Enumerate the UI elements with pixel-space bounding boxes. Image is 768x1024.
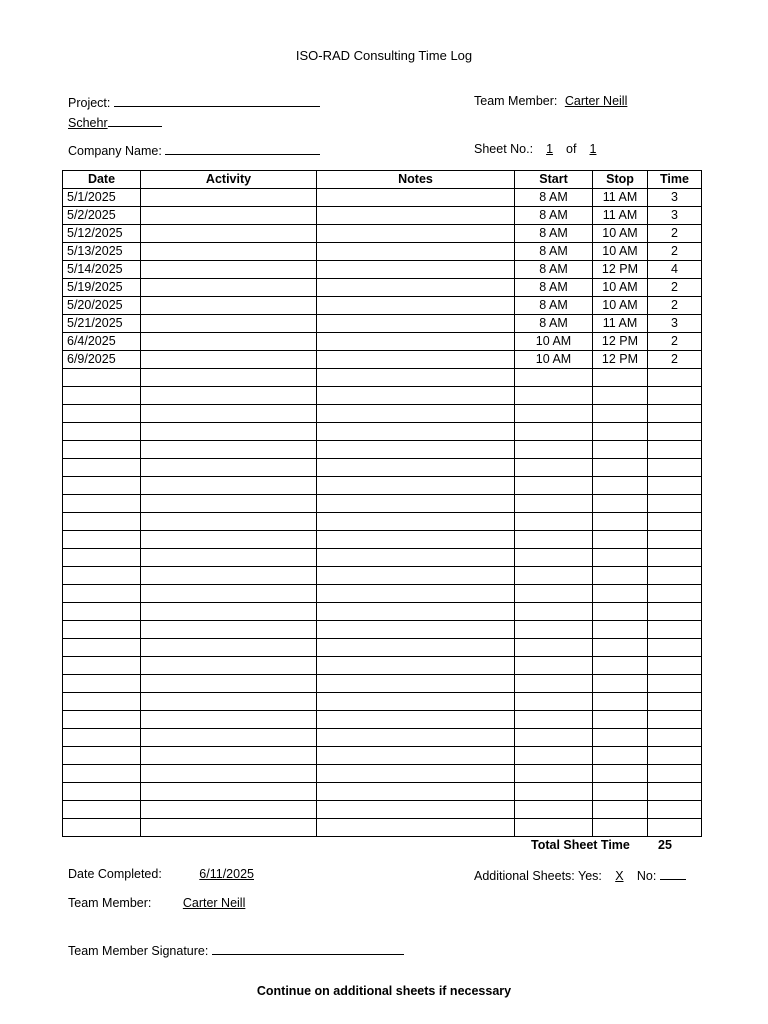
cell-notes [317, 225, 515, 243]
empty-cell-time [648, 747, 702, 765]
empty-cell-date [63, 423, 141, 441]
empty-cell-stop [593, 747, 648, 765]
empty-cell-notes [317, 801, 515, 819]
empty-cell-date [63, 531, 141, 549]
empty-cell-notes [317, 405, 515, 423]
additional-sheets-field [474, 867, 686, 883]
empty-cell-start [515, 639, 593, 657]
empty-cell-notes [317, 657, 515, 675]
table-row [63, 207, 702, 225]
empty-cell-start [515, 783, 593, 801]
empty-cell-time [648, 819, 702, 837]
empty-cell-notes [317, 459, 515, 477]
empty-cell-notes [317, 765, 515, 783]
sheet-number-value: 1 [546, 142, 554, 156]
empty-cell-stop [593, 819, 648, 837]
empty-cell-time [648, 387, 702, 405]
project-field [68, 94, 320, 110]
empty-cell-activity [141, 423, 317, 441]
empty-cell-stop [593, 729, 648, 747]
empty-table-row [63, 585, 702, 603]
empty-cell-time [648, 657, 702, 675]
empty-cell-date [63, 441, 141, 459]
total-sheet-time-value: 25 [658, 838, 672, 852]
empty-table-row [63, 639, 702, 657]
date-completed-value: 6/11/2025 [199, 867, 254, 881]
column-header-time: Time [648, 171, 702, 189]
empty-cell-notes [317, 567, 515, 585]
cell-notes [317, 333, 515, 351]
empty-cell-stop [593, 531, 648, 549]
team-member-value: Carter Neill [564, 94, 628, 108]
empty-cell-stop [593, 711, 648, 729]
empty-cell-date [63, 711, 141, 729]
cell-stop: 12 PM [593, 351, 648, 369]
empty-cell-notes [317, 819, 515, 837]
cell-start: 8 AM [515, 243, 593, 261]
empty-cell-time [648, 495, 702, 513]
page-title: ISO-RAD Consulting Time Log [295, 48, 473, 63]
empty-table-row [63, 603, 702, 621]
company-name-label: Company Name: [68, 144, 162, 158]
cell-time: 2 [648, 225, 702, 243]
cell-activity [141, 225, 317, 243]
cell-notes [317, 351, 515, 369]
column-header-date: Date [63, 171, 141, 189]
empty-cell-date [63, 513, 141, 531]
date-completed-label: Date Completed: [68, 867, 162, 881]
cell-date: 6/9/2025 [63, 351, 141, 369]
empty-cell-activity [141, 819, 317, 837]
project-value-field [68, 114, 162, 130]
empty-cell-date [63, 819, 141, 837]
empty-cell-time [648, 765, 702, 783]
sheet-total-value: 1 [589, 142, 597, 156]
empty-cell-notes [317, 675, 515, 693]
table-row [63, 315, 702, 333]
empty-cell-notes [317, 513, 515, 531]
cell-notes [317, 207, 515, 225]
empty-table-row [63, 513, 702, 531]
empty-cell-time [648, 801, 702, 819]
time-log-body [63, 189, 702, 837]
cell-time: 3 [648, 315, 702, 333]
empty-table-row [63, 423, 702, 441]
cell-notes [317, 315, 515, 333]
empty-cell-activity [141, 459, 317, 477]
empty-cell-date [63, 639, 141, 657]
empty-cell-start [515, 423, 593, 441]
cell-time: 2 [648, 351, 702, 369]
empty-cell-time [648, 783, 702, 801]
cell-notes [317, 279, 515, 297]
empty-cell-activity [141, 657, 317, 675]
cell-time: 2 [648, 243, 702, 261]
empty-cell-stop [593, 657, 648, 675]
empty-cell-activity [141, 675, 317, 693]
empty-cell-stop [593, 765, 648, 783]
cell-time: 2 [648, 279, 702, 297]
table-row [63, 189, 702, 207]
cell-notes [317, 297, 515, 315]
table-row [63, 261, 702, 279]
empty-cell-stop [593, 783, 648, 801]
cell-date: 5/13/2025 [63, 243, 141, 261]
empty-cell-start [515, 621, 593, 639]
footer-team-member-value: Carter Neill [182, 896, 246, 910]
empty-cell-stop [593, 477, 648, 495]
footer-team-member-field [68, 896, 467, 910]
empty-cell-time [648, 585, 702, 603]
empty-cell-time [648, 405, 702, 423]
empty-cell-start [515, 405, 593, 423]
cell-notes [317, 189, 515, 207]
empty-cell-start [515, 603, 593, 621]
continue-note: Continue on additional sheets if necessary [256, 984, 512, 998]
empty-cell-start [515, 711, 593, 729]
empty-cell-start [515, 729, 593, 747]
cell-stop: 10 AM [593, 297, 648, 315]
empty-cell-date [63, 567, 141, 585]
empty-table-row [63, 729, 702, 747]
empty-cell-notes [317, 621, 515, 639]
additional-sheets-yes-value: X [615, 869, 624, 883]
table-row [63, 297, 702, 315]
cell-start: 10 AM [515, 351, 593, 369]
empty-cell-time [648, 513, 702, 531]
additional-sheets-no-label: No: [636, 869, 657, 883]
cell-activity [141, 279, 317, 297]
empty-cell-start [515, 531, 593, 549]
team-member-field [474, 94, 627, 108]
empty-cell-activity [141, 765, 317, 783]
cell-start: 8 AM [515, 225, 593, 243]
empty-cell-notes [317, 747, 515, 765]
empty-cell-start [515, 567, 593, 585]
cell-stop: 10 AM [593, 243, 648, 261]
empty-cell-stop [593, 621, 648, 639]
empty-cell-activity [141, 747, 317, 765]
empty-cell-activity [141, 405, 317, 423]
empty-cell-activity [141, 585, 317, 603]
cell-start: 8 AM [515, 207, 593, 225]
empty-cell-activity [141, 495, 317, 513]
empty-cell-notes [317, 441, 515, 459]
empty-cell-stop [593, 405, 648, 423]
empty-cell-date [63, 405, 141, 423]
cell-date: 5/2/2025 [63, 207, 141, 225]
empty-table-row [63, 675, 702, 693]
cell-stop: 11 AM [593, 189, 648, 207]
empty-cell-time [648, 477, 702, 495]
empty-cell-stop [593, 441, 648, 459]
empty-cell-time [648, 639, 702, 657]
additional-sheets-label: Additional Sheets: Yes: [474, 869, 602, 883]
table-header-row [63, 171, 702, 189]
cell-activity [141, 315, 317, 333]
total-sheet-time-label: Total Sheet Time [531, 838, 630, 852]
empty-cell-activity [141, 477, 317, 495]
empty-cell-activity [141, 549, 317, 567]
empty-cell-start [515, 585, 593, 603]
company-name-field [68, 142, 320, 158]
empty-cell-notes [317, 477, 515, 495]
empty-cell-start [515, 657, 593, 675]
cell-activity [141, 297, 317, 315]
empty-cell-date [63, 783, 141, 801]
column-header-activity: Activity [141, 171, 317, 189]
empty-table-row [63, 495, 702, 513]
cell-time: 4 [648, 261, 702, 279]
empty-cell-activity [141, 783, 317, 801]
empty-cell-notes [317, 585, 515, 603]
project-value-underline [108, 114, 162, 127]
empty-table-row [63, 801, 702, 819]
project-label: Project: [68, 96, 111, 110]
empty-cell-date [63, 369, 141, 387]
empty-cell-start [515, 765, 593, 783]
empty-table-row [63, 693, 702, 711]
empty-table-row [63, 369, 702, 387]
empty-cell-date [63, 603, 141, 621]
cell-stop: 10 AM [593, 225, 648, 243]
empty-cell-activity [141, 567, 317, 585]
empty-cell-notes [317, 387, 515, 405]
column-header-start: Start [515, 171, 593, 189]
empty-cell-start [515, 675, 593, 693]
empty-cell-activity [141, 693, 317, 711]
empty-cell-start [515, 477, 593, 495]
empty-cell-date [63, 801, 141, 819]
empty-cell-date [63, 585, 141, 603]
empty-cell-time [648, 423, 702, 441]
empty-cell-activity [141, 441, 317, 459]
time-log-table [62, 170, 702, 837]
empty-cell-activity [141, 639, 317, 657]
empty-cell-date [63, 477, 141, 495]
empty-cell-time [648, 729, 702, 747]
empty-cell-time [648, 711, 702, 729]
team-member-label: Team Member: [474, 94, 558, 108]
empty-cell-stop [593, 513, 648, 531]
cell-start: 8 AM [515, 315, 593, 333]
empty-cell-time [648, 567, 702, 585]
empty-cell-activity [141, 369, 317, 387]
empty-cell-activity [141, 801, 317, 819]
sheet-number-field [474, 142, 606, 156]
empty-cell-date [63, 495, 141, 513]
additional-sheets-no-blank [660, 867, 686, 880]
cell-stop: 10 AM [593, 279, 648, 297]
empty-cell-start [515, 441, 593, 459]
empty-cell-date [63, 549, 141, 567]
cell-stop: 12 PM [593, 261, 648, 279]
empty-cell-date [63, 729, 141, 747]
empty-cell-time [648, 369, 702, 387]
empty-cell-date [63, 675, 141, 693]
empty-cell-activity [141, 603, 317, 621]
empty-table-row [63, 657, 702, 675]
signature-field [68, 942, 404, 958]
empty-cell-start [515, 495, 593, 513]
empty-cell-start [515, 459, 593, 477]
cell-date: 5/12/2025 [63, 225, 141, 243]
cell-date: 5/21/2025 [63, 315, 141, 333]
cell-start: 8 AM [515, 297, 593, 315]
empty-table-row [63, 405, 702, 423]
cell-start: 10 AM [515, 333, 593, 351]
empty-cell-notes [317, 369, 515, 387]
signature-blank-line [212, 942, 404, 955]
empty-cell-activity [141, 711, 317, 729]
empty-cell-notes [317, 603, 515, 621]
cell-stop: 11 AM [593, 207, 648, 225]
empty-table-row [63, 783, 702, 801]
empty-cell-notes [317, 693, 515, 711]
empty-cell-start [515, 513, 593, 531]
empty-cell-stop [593, 549, 648, 567]
empty-cell-stop [593, 567, 648, 585]
empty-cell-date [63, 657, 141, 675]
empty-cell-start [515, 801, 593, 819]
company-name-blank-line [165, 142, 320, 155]
cell-start: 8 AM [515, 189, 593, 207]
empty-table-row [63, 531, 702, 549]
empty-table-row [63, 477, 702, 495]
empty-cell-time [648, 603, 702, 621]
empty-cell-date [63, 387, 141, 405]
empty-cell-stop [593, 693, 648, 711]
cell-time: 3 [648, 189, 702, 207]
empty-cell-stop [593, 423, 648, 441]
cell-time: 2 [648, 297, 702, 315]
empty-table-row [63, 621, 702, 639]
empty-cell-activity [141, 531, 317, 549]
sheet-of-label: of [566, 142, 577, 156]
empty-cell-notes [317, 783, 515, 801]
empty-table-row [63, 459, 702, 477]
cell-start: 8 AM [515, 261, 593, 279]
empty-cell-stop [593, 585, 648, 603]
cell-date: 5/14/2025 [63, 261, 141, 279]
empty-cell-date [63, 621, 141, 639]
empty-cell-start [515, 693, 593, 711]
cell-time: 3 [648, 207, 702, 225]
empty-cell-activity [141, 387, 317, 405]
empty-cell-time [648, 441, 702, 459]
empty-cell-notes [317, 639, 515, 657]
empty-cell-notes [317, 549, 515, 567]
column-header-stop: Stop [593, 171, 648, 189]
cell-activity [141, 333, 317, 351]
sheet-number-label: Sheet No.: [474, 142, 534, 156]
empty-cell-stop [593, 603, 648, 621]
cell-date: 5/20/2025 [63, 297, 141, 315]
column-header-notes: Notes [317, 171, 515, 189]
empty-cell-stop [593, 675, 648, 693]
empty-cell-start [515, 549, 593, 567]
empty-cell-start [515, 819, 593, 837]
empty-cell-notes [317, 711, 515, 729]
date-completed-field [68, 867, 365, 881]
cell-activity [141, 207, 317, 225]
empty-cell-stop [593, 369, 648, 387]
empty-cell-start [515, 387, 593, 405]
cell-date: 6/4/2025 [63, 333, 141, 351]
cell-time: 2 [648, 333, 702, 351]
empty-cell-stop [593, 801, 648, 819]
project-blank-line [114, 94, 320, 107]
cell-activity [141, 351, 317, 369]
empty-cell-notes [317, 423, 515, 441]
cell-start: 8 AM [515, 279, 593, 297]
empty-table-row [63, 387, 702, 405]
project-value: Schehr [68, 116, 108, 130]
empty-table-row [63, 819, 702, 837]
empty-cell-date [63, 765, 141, 783]
empty-cell-notes [317, 729, 515, 747]
cell-stop: 11 AM [593, 315, 648, 333]
empty-cell-time [648, 531, 702, 549]
cell-date: 5/1/2025 [63, 189, 141, 207]
table-row [63, 333, 702, 351]
footer-team-member-label: Team Member: [68, 896, 152, 910]
table-row [63, 225, 702, 243]
cell-activity [141, 261, 317, 279]
empty-cell-time [648, 549, 702, 567]
empty-cell-date [63, 459, 141, 477]
empty-table-row [63, 441, 702, 459]
empty-table-row [63, 765, 702, 783]
empty-cell-activity [141, 729, 317, 747]
empty-cell-date [63, 747, 141, 765]
cell-notes [317, 261, 515, 279]
empty-cell-stop [593, 459, 648, 477]
cell-notes [317, 243, 515, 261]
empty-table-row [63, 567, 702, 585]
empty-cell-start [515, 369, 593, 387]
cell-activity [141, 189, 317, 207]
table-row [63, 351, 702, 369]
empty-cell-time [648, 675, 702, 693]
empty-cell-start [515, 747, 593, 765]
empty-cell-stop [593, 639, 648, 657]
empty-table-row [63, 549, 702, 567]
empty-cell-stop [593, 387, 648, 405]
empty-cell-activity [141, 621, 317, 639]
table-row [63, 279, 702, 297]
empty-cell-stop [593, 495, 648, 513]
empty-table-row [63, 711, 702, 729]
empty-cell-date [63, 693, 141, 711]
empty-cell-activity [141, 513, 317, 531]
empty-cell-time [648, 693, 702, 711]
cell-activity [141, 243, 317, 261]
empty-cell-notes [317, 495, 515, 513]
cell-date: 5/19/2025 [63, 279, 141, 297]
table-row [63, 243, 702, 261]
cell-stop: 12 PM [593, 333, 648, 351]
signature-label: Team Member Signature: [68, 944, 209, 958]
empty-cell-notes [317, 531, 515, 549]
empty-cell-time [648, 459, 702, 477]
empty-cell-time [648, 621, 702, 639]
empty-table-row [63, 747, 702, 765]
